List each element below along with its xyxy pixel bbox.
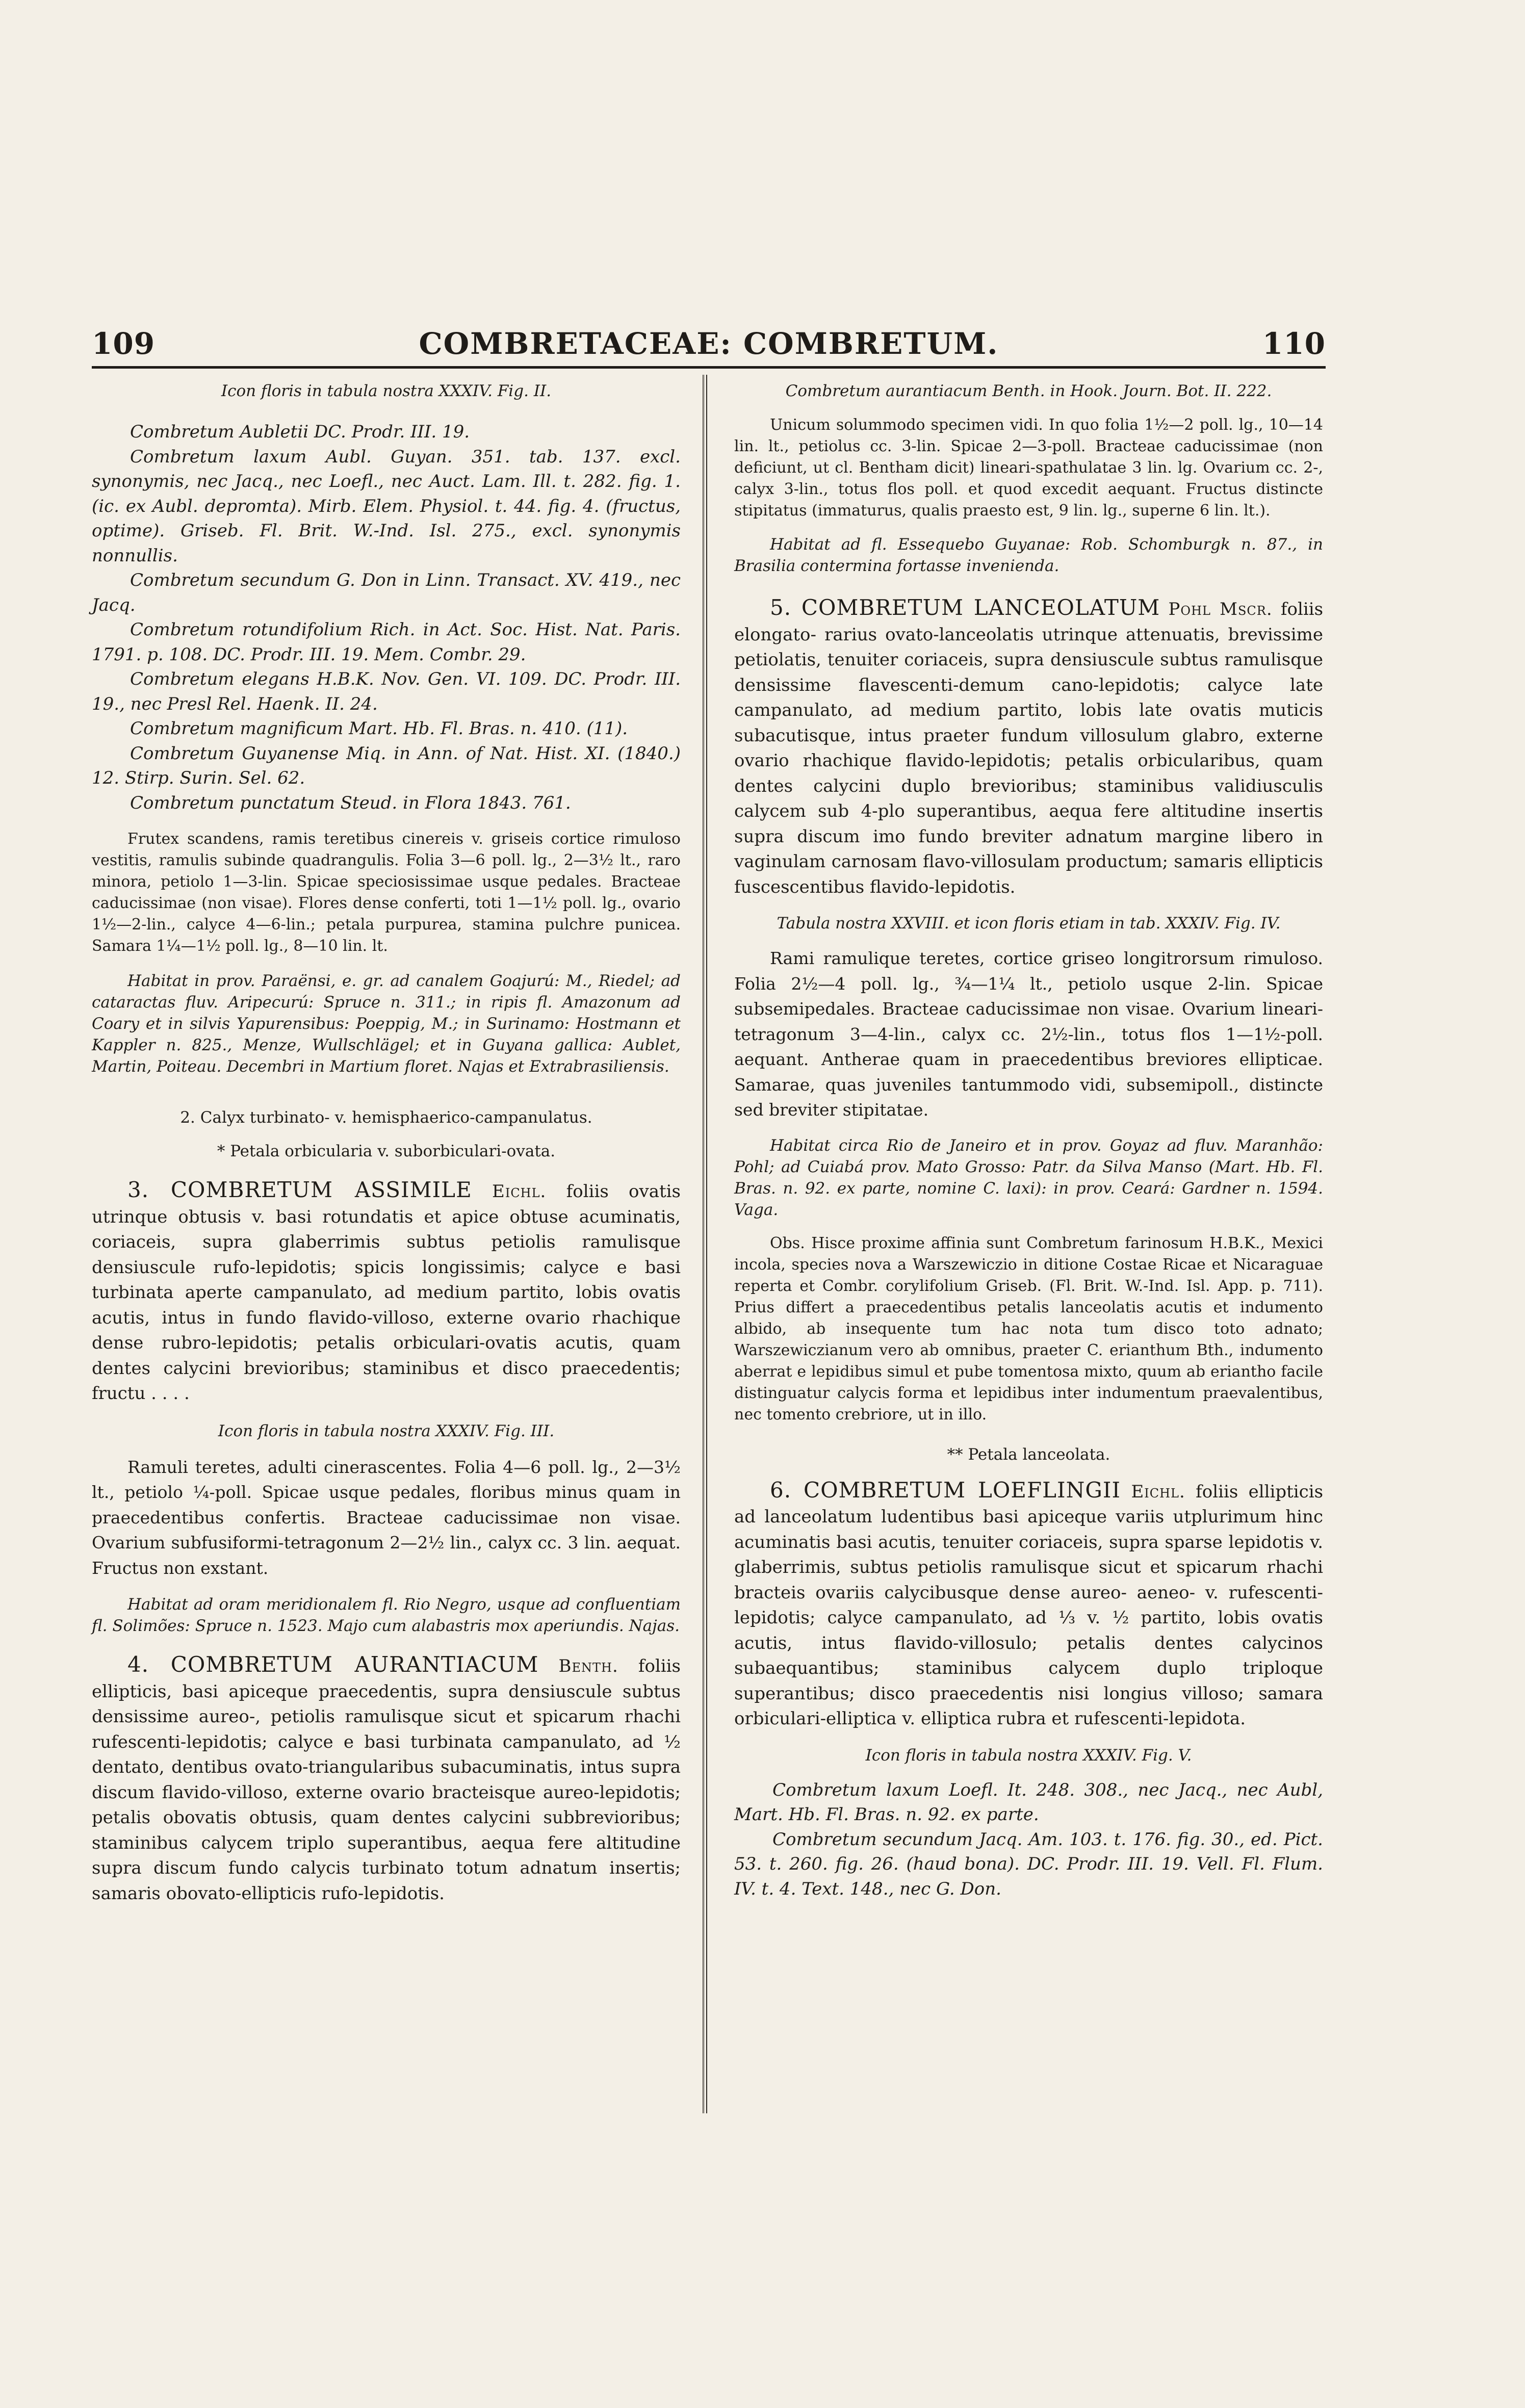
habitat-paragraph: Habitat circa Rio de Janeiro et in prov. Goyaz ad fluv. Maranhão: Pohl; ad Cuiabá prov. Mato Grosso: Patr. da Silva Manso (Mart. Hb. Fl. Bras. n. 92. ex parte, nomine C. laxi): in prov. Ceará: Gardner n. 1594. Vaga. bbox=[734, 1136, 1323, 1219]
description-paragraph: Frutex scandens, ramis teretibus cinereis v. griseis cortice rimuloso vestitis, ramulis subinde quadrangulis. Folia 3—6 poll. lg., 2—3½ lt., raro minora, petiolo 1—3-lin. Spicae speciosissimae usque pedales. Bracteae caducissimae (non visae). Flores dense conferti, toti 1—1½ poll. lg., ovario 1½—2-lin., calyce 4—6-lin.; petala purpurea, stamina pulchre punicea. Samara 1¼—1½ poll. lg., 8—10 lin. lt. bbox=[92, 830, 681, 955]
synonym-citation: Combretum elegans H.B.K. Nov. Gen. VI. 109. DC. Prodr. III. 19., nec Presl Rel. Haenk. II. 24. bbox=[92, 669, 681, 714]
synonym-citation: Combretum laxum Loefl. It. 248. 308., nec Jacq., nec Aubl, Mart. Hb. Fl. Bras. n. 92. ex parte. bbox=[734, 1779, 1323, 1825]
synonym-citation: Combretum secundum G. Don in Linn. Transact. XV. 419., nec Jacq. bbox=[92, 570, 681, 615]
species-name: 4. COMBRETUM AURANTIACUM bbox=[127, 1652, 539, 1677]
species-diagnosis: foliis ovatis utrinque obtusis v. basi rotundatis et apice obtuse acuminatis, coriaceis, supra glaberrimis subtus petiolis ramulisque densiuscule rufo-lepidotis; spicis longissimis; calyce e basi turbinata aperte campanulato, ad medium partito, lobis ovatis acutis, intus in fundo flavido-villoso, externe ovario rhachique dense rubro-lepidotis; petalis orbiculari-ovatis acutis, quam dentes calycini brevioribus; staminibus et disco praecedentis; fructu . . . . bbox=[92, 1181, 681, 1404]
synonym-citation: Combretum laxum Aubl. Guyan. 351. tab. 137. excl. synonymis, nec Jacq., nec Loefl., nec Auct. Lam. Ill. t. 282. fig. 1. (ic. ex Aubl. depromta). Mirb. Elem. Physiol. t. 44. fig. 4. (fructus, optime). Griseb. Fl. Brit. W.-Ind. Isl. 275., excl. synonymis nonnullis. bbox=[92, 446, 681, 566]
header-rule bbox=[92, 366, 1326, 369]
left-column bbox=[92, 380, 681, 1906]
species-diagnosis: foliis elongato- rarius ovato-lanceolatis utrinque attenuatis, brevissime petiolatis, tenuiter coriaceis, supra densiuscule subtus ramulisque densissime flavescenti-demum cano-lepidotis; calyce late campanulato, ad medium partito, lobis late ovatis muticis subacutisque, intus praeter fundum villosulum glabro, externe ovario rhachique flavido-lepidotis; petalis orbicularibus, quam dentes calycini duplo brevioribus; staminibus validiusculis calycem sub 4-plo superantibus, aequa fere altitudine insertis supra discum imo fundo breviter adnatum margine libero in vaginulam carnosam flavo-villosulam productum; samaris ellipticis fuscescentibus flavido-lepidotis. bbox=[734, 599, 1324, 897]
species-name: 3. COMBRETUM ASSIMILE bbox=[127, 1177, 472, 1202]
species-name: 5. COMBRETUM LANCEOLATUM bbox=[770, 595, 1160, 620]
species-name: 6. COMBRETUM LOEFLINGII bbox=[770, 1477, 1121, 1503]
synonym-citation: Combretum punctatum Steud. in Flora 1843. 761. bbox=[130, 792, 571, 813]
tab-caption: Tabula nostra XXVIII. et icon floris etiam in tab. XXXIV. Fig. IV. bbox=[777, 914, 1281, 933]
habitat-paragraph: Habitat ad fl. Essequebo Guyanae: Rob. Schomburgk n. 87., in Brasilia contermina fortasse invenienda. bbox=[734, 535, 1323, 575]
habitat-paragraph: Habitat ad oram meridionalem fl. Rio Negro, usque ad confluentiam fl. Solimões: Spruce n. 1523. Majo cum alabastris mox aperiundis. Najas. bbox=[92, 1595, 681, 1635]
right-column bbox=[734, 380, 1323, 1901]
subgroup-heading: ** Petala lanceolata. bbox=[947, 1445, 1110, 1464]
observation-paragraph: Obs. Hisce proxime affinia sunt Combretum farinosum H.B.K., Mexici incola, species nova a Warszewiczio in ditione Costae Ricae et Nicaraguae reperta et Combr. corylifolium Griseb. (Fl. Brit. W.-Ind. Isl. App. p. 711). Prius differt a praecedentibus petalis lanceolatis acutis et indumento albido, ab insequente tum hac nota tum disco toto adnato; Warszewiczianum vero ab omnibus, praeter C. erianthum Bth., indumento aberrat e lepidibus simul et pube tomentosa mixto, quum ab eriantho facile distinguatur calycis forma et lepidibus inter indumentum praevalentibus, nec tomento crebriore, ut in illo. bbox=[734, 1234, 1323, 1423]
species-entry bbox=[92, 1177, 681, 1407]
icon-caption: Icon floris in tabula nostra XXXIV. Fig. II. bbox=[221, 382, 552, 400]
description-paragraph: Unicum solummodo specimen vidi. In quo folia 1½—2 poll. lg., 10—14 lin. lt., petiolus cc. 3-lin. Spicae 2—3-poll. Bracteae caducissimae (non deficiunt, ut cl. Bentham dicit) lineari-spathulatae 3 lin. lg. Ovarium cc. 2-, calyx 3-lin., totus flos poll. et quod excedit aequant. Fructus distincte stipitatus (immaturus, qualis praesto est, 9 lin. lg., superne 6 lin. lt.). bbox=[734, 416, 1323, 520]
icon-caption: Icon floris in tabula nostra XXXIV. Fig. III. bbox=[218, 1421, 555, 1440]
column-divider bbox=[703, 375, 707, 2113]
running-title: COMBRETACEAE: COMBRETUM. bbox=[419, 326, 999, 361]
group-heading: 2. Calyx turbinato- v. hemisphaerico-campanulatus. bbox=[180, 1108, 592, 1127]
synonym-citation: Combretum Aubletii DC. Prodr. III. 19. bbox=[130, 422, 470, 442]
species-entry bbox=[734, 595, 1323, 900]
species-diagnosis: foliis ellipticis, basi apiceque praecedentis, supra densiuscule subtus densissime aureo-, petiolis ramulisque sicut et spicarum rhachi rufescenti-lepidotis; calyce e basi turbinata campanulato, ad ½ dentato, dentibus ovato-triangularibus subacuminatis, intus supra discum flavido-villoso, externe ovario bracteisque aureo-lepidotis; petalis obovatis obtusis, quam dentes calycini subbrevioribus; staminibus calycem triplo superantibus, aequa fere altitudine supra discum fundo calycis turbinato totum adnatum insertis; samaris obovato-ellipticis rufo-lepidotis. bbox=[92, 1656, 681, 1904]
species-entry bbox=[92, 1652, 681, 1906]
description-paragraph: Ramuli teretes, adulti cinerascentes. Folia 4—6 poll. lg., 2—3½ lt., petiolo ¼-poll. Spicae usque pedales, floribus minus quam in praecedentibus confertis. Bracteae caducissimae non visae. Ovarium subfusiformi-tetragonum 2—2½ lin., calyx cc. 3 lin. aequat. Fructus non exstant. bbox=[92, 1457, 681, 1578]
description-paragraph: Rami ramulique teretes, cortice griseo longitrorsum rimuloso. Folia 2½—4 poll. lg., ¾—1¼ lt., petiolo usque 2-lin. Spicae subsemipedales. Bracteae caducissimae non visae. Ovarium lineari-tetragonum 3—4-lin., calyx cc. 2½-lin., totus flos 1—1½-poll. aequant. Antherae quam in praecedentibus breviores ellipticae. Samarae, quas juveniles tantummodo vidi, subsemipoll., distincte sed breviter stipitatae. bbox=[734, 948, 1323, 1120]
species-author: Eichl. bbox=[1131, 1481, 1185, 1502]
species-entry bbox=[734, 1478, 1323, 1732]
synonym-citation: Combretum rotundifolium Rich. in Act. Soc. Hist. Nat. Paris. 1791. p. 108. DC. Prodr. III. 19. Mem. Combr. 29. bbox=[92, 619, 681, 665]
synonym-citation: Combretum secundum Jacq. Am. 103. t. 176. fig. 30., ed. Pict. 53. t. 260. fig. 26. (haud bona). DC. Prodr. III. 19. Vell. Fl. Flum. IV. t. 4. Text. 148., nec G. Don. bbox=[734, 1829, 1323, 1899]
subgroup-heading: * Petala orbicularia v. suborbiculari-ovata. bbox=[217, 1142, 556, 1160]
page-number-left: 109 bbox=[92, 326, 156, 361]
synonym-citation: Combretum Guyanense Miq. in Ann. of Nat. Hist. XI. (1840.) 12. Stirp. Surin. Sel. 62. bbox=[92, 743, 681, 788]
species-diagnosis: foliis ellipticis ad lanceolatum ludentibus basi apiceque variis utplurimum hinc acuminatis basi acutis, tenuiter coriaceis, supra sparse lepidotis v. glaberrimis, subtus petiolis ramulisque sicut et spicarum rhachi bracteis ovariis calycibusque dense aureo- aeneo- v. rufescenti-lepidotis; calyce campanulato, ad ⅓ v. ½ partito, lobis ovatis acutis, intus flavido-villosulo; petalis dentes calycinos subaequantibus; staminibus calycem duplo triploque superantibus; disco praecedentis nisi longius villoso; samara orbiculari-elliptica v. elliptica rubra et rufescenti-lepidota. bbox=[734, 1481, 1324, 1729]
running-header bbox=[92, 326, 1326, 367]
species-author: Pohl Mscr. bbox=[1168, 599, 1273, 619]
species-citation: Combretum aurantiacum Benth. in Hook. Journ. Bot. II. 222. bbox=[785, 382, 1272, 400]
icon-caption: Icon floris in tabula nostra XXXIV. Fig. V. bbox=[865, 1746, 1192, 1765]
synonym-list bbox=[734, 1778, 1323, 1902]
synonym-citation: Combretum magnificum Mart. Hb. Fl. Bras. n. 410. (11). bbox=[130, 718, 628, 739]
page-number-right: 110 bbox=[1262, 326, 1326, 361]
synonym-list bbox=[92, 420, 681, 815]
species-author: Benth. bbox=[558, 1656, 618, 1676]
habitat-paragraph: Habitat in prov. Paraënsi, e. gr. ad canalem Goajurú: M., Riedel; ad cataractas fluv. Aripecurú: Spruce n. 311.; in ripis fl. Amazonum ad Coary et in silvis Yapurensibus: Poeppig, M.; in Surinamo: Hostmann et Kappler n. 825., Menze, Wullschlägel; et in Guyana gallica: Aublet, Martin, Poiteau. Decembri in Martium floret. Najas et Extrabrasiliensis. bbox=[92, 972, 681, 1076]
species-author: Eichl. bbox=[492, 1181, 547, 1202]
